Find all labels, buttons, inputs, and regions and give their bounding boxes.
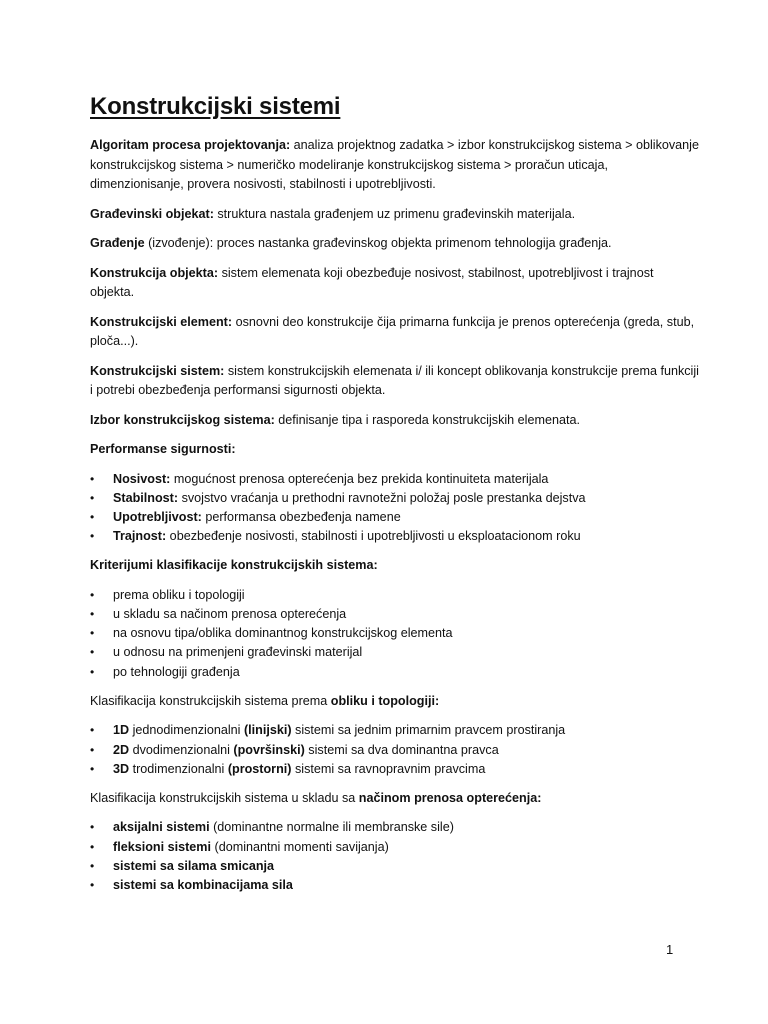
definition: analiza projektnog zadatka > izbor konstrukcijskog sistema > oblikovanje konstrukcijskog sistema > numeričko modeliranje konstrukcijskog sistema > proračun uticaja, dimenzionisanje, provera nosivosti, stabilnosti i upotrebljivosti. (90, 138, 699, 191)
bullet-icon: • (90, 626, 95, 641)
paragraph-izbor-sistema (90, 411, 700, 431)
definition: (izvođenje): proces nastanka građevinskog objekta primenom tehnologija građenja. (144, 236, 612, 250)
heading-kriterijumi (90, 556, 700, 576)
bullet-icon: • (90, 587, 95, 602)
definition: svojstvo vraćanja u prethodni ravnotežni položaj posle prestanka dejstva (178, 490, 586, 505)
list-item (90, 605, 700, 624)
list-prenos (90, 818, 700, 895)
list-item (90, 508, 700, 527)
term: Algoritam procesa projektovanja: (90, 138, 291, 152)
list-kriterijumi (90, 586, 700, 682)
term: (površinski) (233, 742, 305, 757)
term: načinom prenosa opterećenja: (358, 790, 542, 805)
definition: obezbeđenje nosivosti, stabilnosti i upotrebljivosti u eksploatacionom roku (166, 529, 581, 544)
definition: definisanje tipa i rasporeda konstrukcijskih elemenata. (274, 412, 580, 427)
item-text: u odnosu na primenjeni građevinski materijal (113, 645, 363, 660)
list-item (90, 624, 700, 643)
heading-text: Klasifikacija konstrukcijskih sistema prema (90, 693, 331, 708)
bullet-icon: • (90, 645, 95, 660)
term: (linijski) (243, 723, 292, 738)
heading-prenos (90, 789, 700, 809)
list-item (90, 527, 700, 546)
list-item (90, 470, 700, 489)
term: Konstrukcijski sistem: (90, 363, 225, 378)
heading-text: Klasifikacija konstrukcijskih sistema u skladu sa (90, 790, 359, 805)
list-item (90, 818, 700, 837)
heading-performanse (90, 440, 700, 460)
paragraph-algoritam (90, 136, 700, 195)
page-number: 1 (666, 942, 674, 957)
term: Konstrukcija objekta: (90, 265, 219, 280)
definition: (dominantni momenti savijanja) (211, 839, 389, 854)
bullet-icon: • (90, 471, 95, 486)
list-item (90, 876, 700, 895)
paragraph-gradjenje (90, 234, 700, 254)
item-text: na osnovu tipa/oblika dominantnog konstrukcijskog elementa (113, 626, 453, 641)
list-item (90, 663, 700, 682)
paragraph-konstrukcijski-sistem (90, 362, 700, 401)
item-text: u skladu sa načinom prenosa opterećenja (113, 607, 347, 622)
definition: sistemi sa ravnopravnim pravcima (291, 761, 486, 776)
list-item (90, 643, 700, 662)
term: (prostorni) (227, 761, 292, 776)
paragraph-konstrukcijski-element (90, 313, 700, 352)
list-item (90, 489, 700, 508)
definition: sistem konstrukcijskih elemenata i/ ili koncept oblikovanja konstrukcije prema funkciji i potrebi obezbeđenja performansi sigurnosti objekta. (90, 363, 699, 397)
list-item (90, 721, 700, 740)
definition: (dominantne normalne ili membranske sile) (209, 820, 454, 835)
definition: jednodimenzionalni (129, 723, 244, 738)
term: Izbor konstrukcijskog sistema: (90, 412, 275, 427)
term: obliku i topologiji: (330, 693, 440, 708)
item-text: po tehnologiji građenja (113, 664, 240, 679)
term: Građevinski objekat: (90, 206, 214, 221)
term: Građenje (90, 236, 145, 250)
term: Stabilnost: (113, 490, 179, 505)
list-item (90, 741, 700, 760)
bullet-icon: • (90, 820, 95, 835)
definition: performansa obezbeđenja namene (201, 509, 401, 524)
list-oblik (90, 721, 700, 779)
definition: dvodimenzionalni (129, 742, 234, 757)
term: Upotrebljivost: (113, 509, 202, 524)
term: Performanse sigurnosti: (90, 442, 236, 456)
term: Trajnost: (113, 529, 167, 544)
page-title: Konstrukcijski sistemi (90, 93, 341, 120)
term: Kriterijumi klasifikacije konstrukcijskih sistema: (90, 558, 378, 573)
definition: sistemi sa jednim primarnim pravcem prostiranja (291, 723, 566, 738)
document-page (90, 92, 700, 905)
definition: sistem elemenata koji obezbeđuje nosivost, stabilnost, upotrebljivost i trajnost objekta. (90, 265, 654, 299)
definition: sistemi sa dva dominantna pravca (304, 742, 499, 757)
list-item (90, 760, 700, 779)
bullet-icon: • (90, 761, 95, 776)
bullet-icon: • (90, 839, 95, 854)
term: 1D (113, 723, 130, 738)
heading-oblik (90, 692, 700, 712)
term: 2D (113, 742, 130, 757)
definition: osnovni deo konstrukcije čija primarna funkcija je prenos opterećenja (greda, stub, ploča...). (90, 314, 695, 348)
bullet-icon: • (90, 742, 95, 757)
list-performanse (90, 470, 700, 547)
term: Nosivost: (113, 471, 171, 486)
definition: trodimenzionalni (129, 761, 228, 776)
list-item (90, 838, 700, 857)
bullet-icon: • (90, 529, 95, 544)
term: Konstrukcijski element: (90, 314, 233, 329)
term: aksijalni sistemi (113, 820, 210, 835)
paragraph-konstrukcija-objekta (90, 264, 700, 303)
definition: mogućnost prenosa opterećenja bez prekida kontinuiteta materijala (170, 471, 549, 486)
bullet-icon: • (90, 878, 95, 893)
bullet-icon: • (90, 490, 95, 505)
term: fleksioni sistemi (113, 839, 211, 854)
paragraph-gradjevinski-objekat (90, 205, 700, 225)
term: sistemi sa silama smicanja (113, 858, 275, 873)
bullet-icon: • (90, 509, 95, 524)
bullet-icon: • (90, 858, 95, 873)
list-item (90, 586, 700, 605)
list-item (90, 857, 700, 876)
term: 3D (113, 761, 130, 776)
definition: struktura nastala građenjem uz primenu građevinskih materijala. (213, 206, 576, 221)
term: sistemi sa kombinacijama sila (113, 878, 293, 893)
bullet-icon: • (90, 723, 95, 738)
item-text: prema obliku i topologiji (113, 587, 245, 602)
bullet-icon: • (90, 664, 95, 679)
bullet-icon: • (90, 607, 95, 622)
